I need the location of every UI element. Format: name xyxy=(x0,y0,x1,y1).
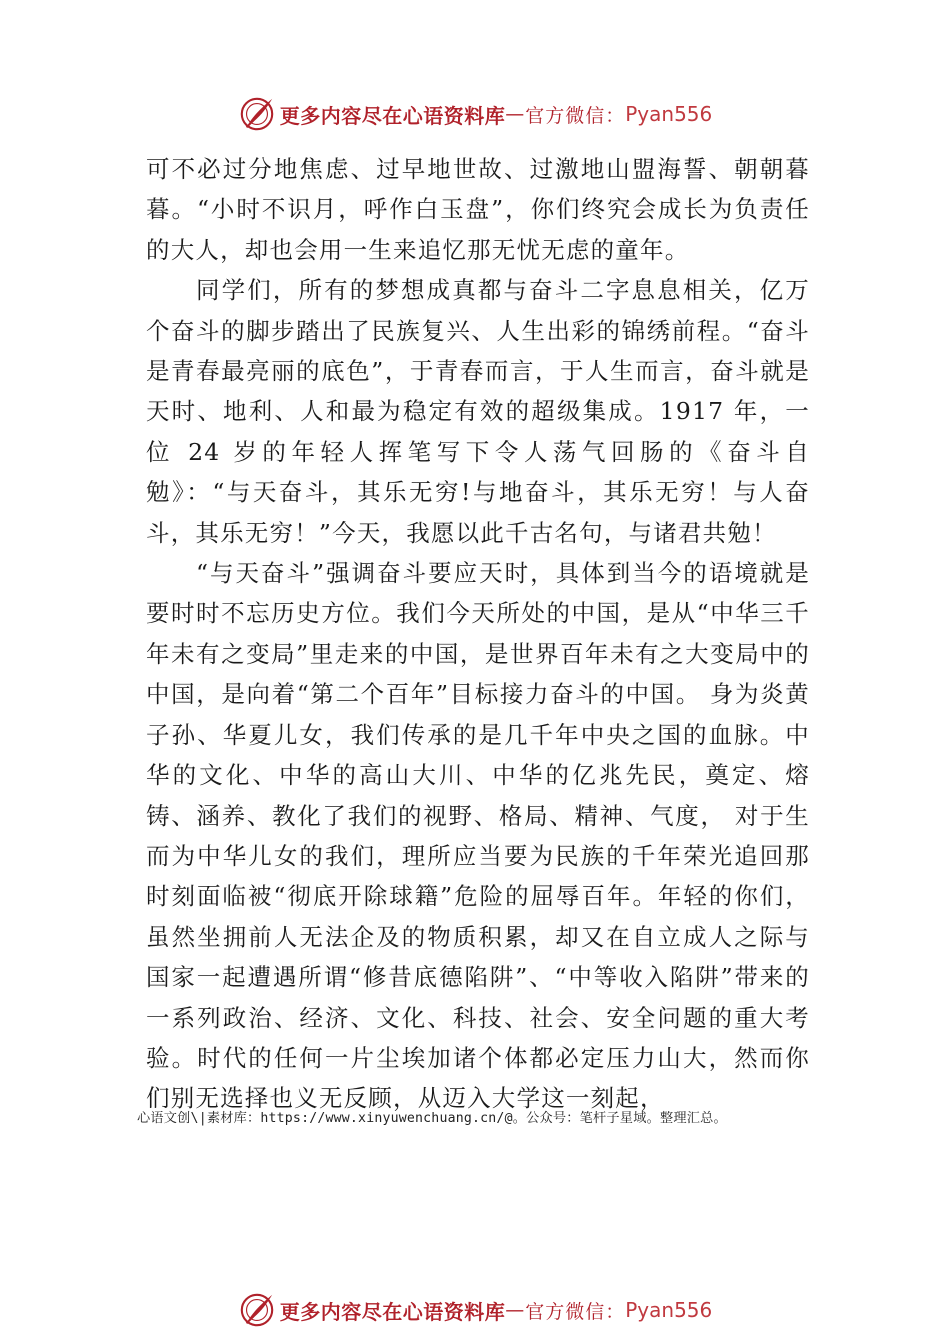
footer-banner xyxy=(0,1290,950,1330)
feather-quill-logo-icon xyxy=(238,95,276,133)
paragraph: “与天奋斗”强调奋斗要应天时，具体到当今的语境就是要时时不忘历史方位。我们今天所处的中国，是从“中华三千年未有之变局”里走来的中国，是世界百年未有之大变局中的中国，是向着“第二个百年”目标接力奋斗的中国。 身为炎黄子孙、华夏儿女，我们传承的是几千年中央之国的血脉。中华的文化、中华的高山大川、中华的亿兆先民，奠定、熔铸、涵养、教化了我们的视野、格局、精神、气度， 对于生而为中华儿女的我们，理所应当要为民族的千年荣光追回那时刻面临被“彻底开除球籍”危险的屈辱百年。年轻的你们，虽然坐拥前人无法企及的物质积累，却又在自立成人之际与国家一起遭遇所谓“修昔底德陷阱”、“中等收入陷阱”带来的一系列政治、经济、文化、科技、社会、安全问题的重大考验。时代的任何一片尘埃加诸个体都必定压力山大，然而你们别无选择也义无反顾，从迈入大学这一刻起， xyxy=(146,559,810,1113)
footer-dash: — xyxy=(505,1299,526,1321)
footer-wechat-id: Pyan556 xyxy=(625,1298,713,1322)
header-dash: — xyxy=(505,103,526,125)
article-body xyxy=(146,149,810,1119)
paragraph: 同学们，所有的梦想成真都与奋斗二字息息相关，亿万个奋斗的脚步踏出了民族复兴、人生出彩的锦绣前程。“奋斗是青春最亮丽的底色”，于青春而言，于人生而言，奋斗就是天时、地利、人和最为稳定有效的超级集成。1917 年，一位 24 岁的年轻人挥笔写下令人荡气回肠的《奋斗自勉》：“与天奋斗，其乐无穷!与地奋斗，其乐无穷！与人奋斗，其乐无穷！”今天，我愿以此千古名句，与诸君共勉！ xyxy=(146,276,810,547)
header-main-text: 更多内容尽在心语资料库 xyxy=(279,103,506,128)
header-banner xyxy=(0,94,950,134)
footer-note: 心语文创\|素材库：https://www.xinyuwenchuang.cn/@。公众号：笔杆子星域。整理汇总。 xyxy=(137,1111,727,1126)
header-sub-text: 官方微信： xyxy=(525,104,626,127)
footer-main-text: 更多内容尽在心语资料库 xyxy=(279,1299,506,1324)
paragraph: 可不必过分地焦虑、过早地世故、过激地山盟海誓、朝朝暮暮。“小时不识月，呼作白玉盘”，你们终究会成长为负责任的大人，却也会用一生来追忆那无忧无虑的童年。 xyxy=(146,155,810,264)
feather-quill-logo-icon xyxy=(238,1291,276,1329)
header-wechat-id: Pyan556 xyxy=(625,102,713,126)
footer-sub-text: 官方微信： xyxy=(525,1300,626,1323)
